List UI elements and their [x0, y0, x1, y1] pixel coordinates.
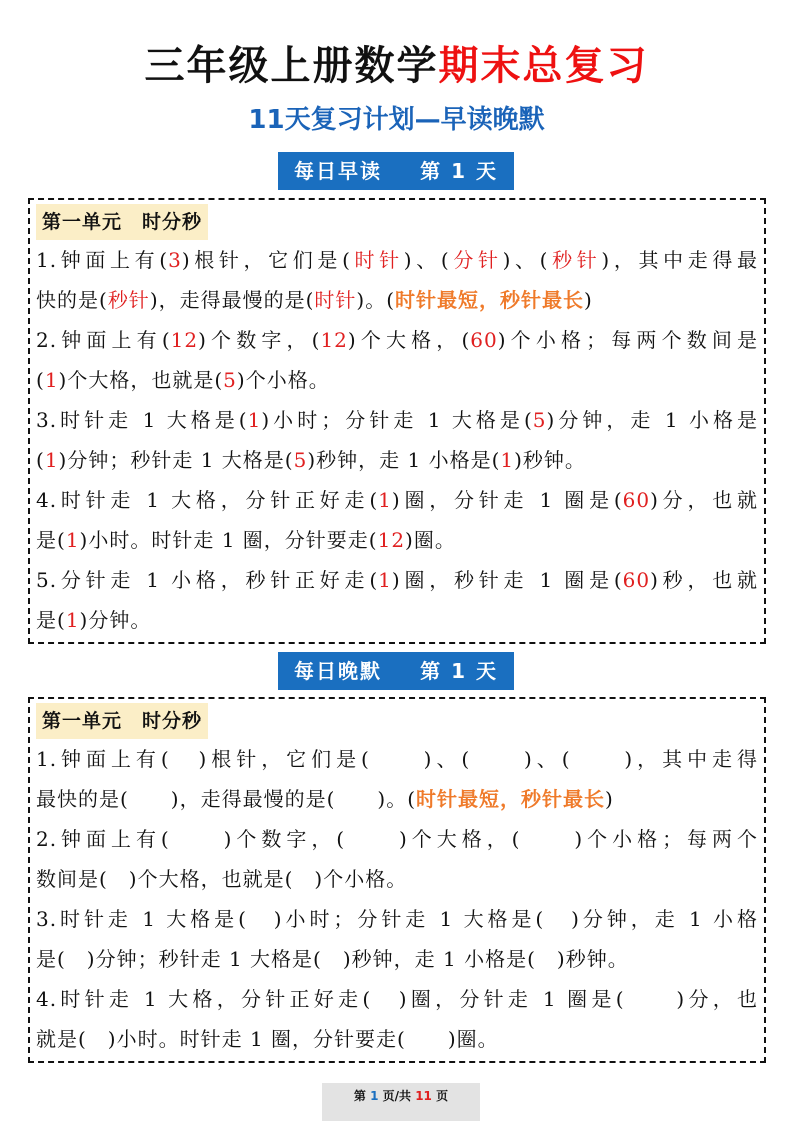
morning-bar-label: 每日早读: [294, 159, 382, 183]
line-text: 是(: [36, 528, 66, 552]
line-text: 4.时针走 1 大格，分针正好走( )圈，分针走 1 圈是( )分，也: [36, 987, 758, 1011]
answer-text: 秒针: [107, 288, 150, 312]
line-text: )个大格，(: [347, 328, 471, 352]
line-text: )分钟。: [79, 608, 152, 632]
evening-lines: [36, 739, 758, 1059]
title-red: 期末总复习: [438, 43, 649, 89]
line-text: 最快的是( )，走得最慢的是( )。(: [36, 787, 417, 811]
line-text: 3.时针走 1 大格是(: [36, 408, 248, 432]
answer-text: 1: [500, 448, 515, 472]
answer-text: 1: [44, 368, 59, 392]
line-text: 4.时针走 1 大格，分针正好走(: [36, 488, 379, 512]
evening-text-line: [36, 1019, 758, 1059]
line-text: )个小格；每两个数间是: [497, 328, 759, 352]
line-text: 是( )分钟；秒针走 1 大格是( )秒钟，走 1 小格是( )秒钟。: [36, 947, 629, 971]
line-text: ): [605, 787, 614, 811]
line-text: )分，也就: [650, 488, 759, 512]
answer-text: 时针: [350, 248, 404, 272]
line-text: )，其中走得最: [601, 248, 759, 272]
evening-text-line: [36, 939, 758, 979]
page-title: [0, 40, 793, 92]
morning-unit-label: 第一单元 时分秒: [36, 204, 208, 240]
answer-text: 60: [470, 328, 498, 352]
footer-total-pages: 11: [415, 1089, 432, 1103]
answer-text: 5: [223, 368, 237, 392]
line-text: 数间是( )个大格，也就是( )个小格。: [36, 867, 408, 891]
morning-text-line: [36, 560, 758, 600]
line-text: 1.钟面上有( )根针，它们是( )、( )、( )，其中走得: [36, 747, 758, 771]
morning-bar-day: 第 1 天: [420, 159, 498, 183]
answer-text: 1: [65, 528, 80, 552]
footer-middle: 页/共: [382, 1089, 412, 1103]
line-text: )根针，它们是(: [181, 248, 351, 272]
line-text: (: [36, 448, 45, 472]
evening-text-line: [36, 779, 758, 819]
footer-page-number: 1: [370, 1089, 379, 1103]
evening-header-bar: [278, 652, 514, 690]
line-text: )，走得最慢的是(: [149, 288, 315, 312]
morning-text-line: [36, 400, 758, 440]
answer-text: 1: [247, 408, 262, 432]
line-text: 快的是(: [36, 288, 108, 312]
line-text: )。(: [356, 288, 396, 312]
line-text: )分钟，走 1 小格是: [546, 408, 759, 432]
line-text: )圈。: [405, 528, 456, 552]
morning-header-bar: [278, 152, 514, 190]
morning-lines: [36, 240, 758, 640]
line-text: 2.钟面上有(: [36, 328, 171, 352]
tip-text: 时针最短，秒针最长: [395, 288, 585, 312]
line-text: )秒钟，走 1 小格是(: [307, 448, 501, 472]
line-text: )、(: [502, 248, 549, 272]
line-text: 就是( )小时。时针走 1 圈，分针要走( )圈。: [36, 1027, 499, 1051]
answer-text: 5: [293, 448, 308, 472]
answer-text: 1: [378, 568, 392, 592]
evening-bar-day: 第 1 天: [420, 659, 498, 683]
line-text: 2.钟面上有( )个数字，( )个大格，( )个小格；每两个: [36, 827, 758, 851]
evening-text-line: [36, 859, 758, 899]
morning-text-line: [36, 360, 758, 400]
evening-box: [28, 697, 766, 1063]
morning-text-line: [36, 440, 758, 480]
answer-text: 1: [378, 488, 392, 512]
answer-text: 时针: [314, 288, 357, 312]
answer-text: 12: [170, 328, 199, 352]
line-text: )分钟；秒针走 1 大格是(: [58, 448, 294, 472]
footer-suffix: 页: [436, 1089, 449, 1103]
evening-text-line: [36, 899, 758, 939]
line-text: )小时。时针走 1 圈，分针要走(: [79, 528, 378, 552]
answer-text: 60: [622, 488, 651, 512]
line-text: 1.钟面上有(: [36, 248, 169, 272]
answer-text: 5: [532, 408, 547, 432]
line-text: 是(: [36, 608, 66, 632]
line-text: )秒钟。: [514, 448, 586, 472]
tip-text: 时针最短，秒针最长: [416, 787, 606, 811]
evening-unit-label: 第一单元 时分秒: [36, 703, 208, 739]
answer-text: 秒针: [548, 248, 602, 272]
answer-text: 60: [622, 568, 651, 592]
line-text: )圈，秒针走 1 圈是(: [391, 568, 623, 592]
morning-box: [28, 198, 766, 644]
line-text: (: [36, 368, 45, 392]
answer-text: 12: [377, 528, 406, 552]
line-text: 3.时针走 1 大格是( )小时；分针走 1 大格是( )分钟，走 1 小格: [36, 907, 758, 931]
footer-prefix: 第: [353, 1089, 366, 1103]
title-black: 三年级上册数学: [144, 43, 439, 89]
morning-text-line: [36, 520, 758, 560]
page-subtitle: 11天复习计划—早读晚默: [248, 105, 545, 135]
line-text: )个大格，也就是(: [58, 368, 224, 392]
page-footer: [322, 1083, 480, 1121]
answer-text: 1: [65, 608, 80, 632]
evening-text-line: [36, 819, 758, 859]
evening-text-line: [36, 739, 758, 779]
morning-text-line: [36, 280, 758, 320]
line-text: )、(: [403, 248, 450, 272]
morning-text-line: [36, 480, 758, 520]
line-text: )个数字，(: [198, 328, 321, 352]
answer-text: 3: [168, 248, 182, 272]
morning-text-line: [36, 240, 758, 280]
answer-text: 分针: [449, 248, 503, 272]
morning-text-line: [36, 600, 758, 640]
line-text: )秒，也就: [650, 568, 759, 592]
line-text: )小时；分针走 1 大格是(: [261, 408, 533, 432]
morning-text-line: [36, 320, 758, 360]
line-text: )个小格。: [236, 368, 330, 392]
line-text: ): [584, 288, 593, 312]
line-text: 5.分针走 1 小格，秒针正好走(: [36, 568, 379, 592]
evening-text-line: [36, 979, 758, 1019]
line-text: )圈，分针走 1 圈是(: [391, 488, 623, 512]
answer-text: 12: [320, 328, 348, 352]
answer-text: 1: [44, 448, 59, 472]
evening-bar-label: 每日晚默: [294, 659, 382, 683]
